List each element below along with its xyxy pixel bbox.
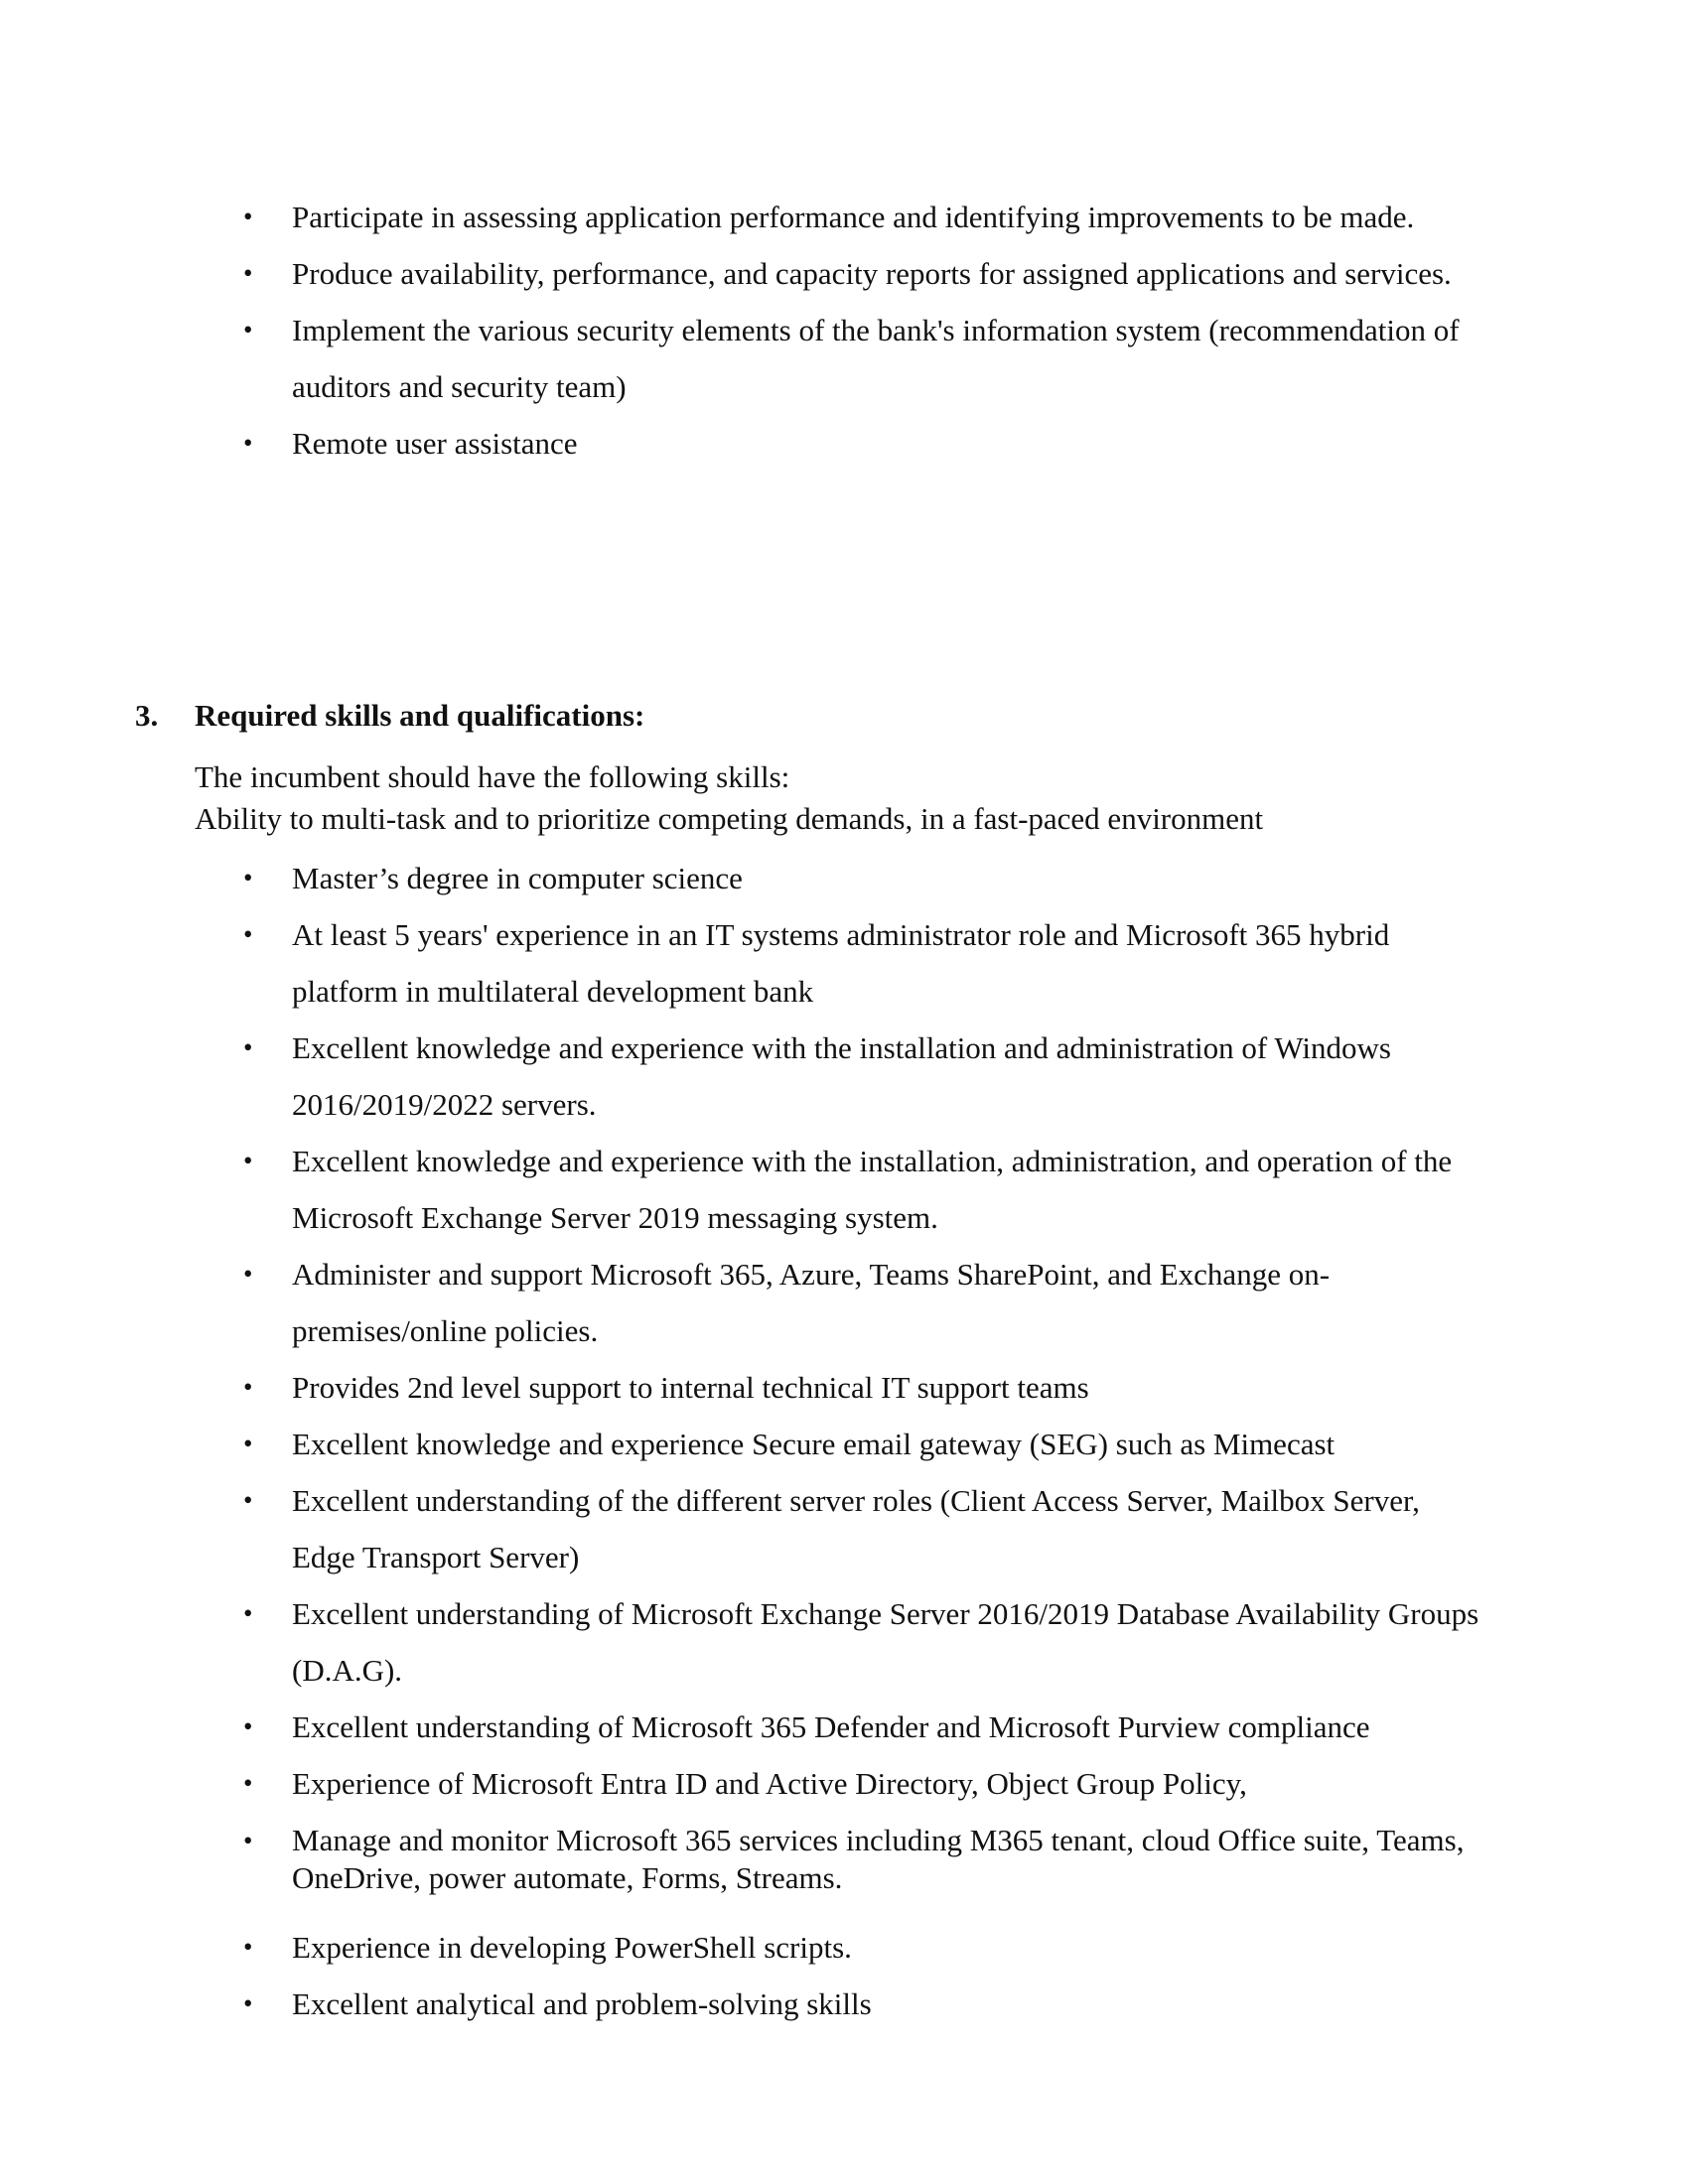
list-item-text: Produce availability, performance, and capacity reports for assigned applications and services. (292, 256, 1452, 291)
list-item-text: Participate in assessing application performance and identifying improvements to be made. (292, 200, 1415, 234)
bullet-icon: • (243, 1259, 253, 1289)
list-item-text: Remote user assistance (292, 426, 578, 461)
bullet-icon: • (243, 202, 253, 231)
bullet-icon: • (243, 1768, 253, 1798)
list-item (0, 415, 1688, 472)
bullet-icon: • (243, 1429, 253, 1458)
list-item-text: Excellent analytical and problem-solving skills (292, 1986, 872, 2021)
list-item (0, 1416, 1688, 1472)
section-number: 3. (135, 698, 159, 733)
list-item (0, 1133, 1688, 1246)
list-item (0, 1472, 1688, 1585)
list-item (0, 1359, 1688, 1416)
list-item (0, 1976, 1688, 2032)
section-heading (135, 696, 644, 736)
bullet-icon: • (243, 1598, 253, 1628)
responsibilities-list (0, 189, 1688, 472)
list-item-text: At least 5 years' experience in an IT systems administrator role and Microsoft 365 hybrid platform in multilateral development bank (292, 917, 1390, 1009)
list-item-text: Excellent understanding of Microsoft 365 Defender and Microsoft Purview compliance (292, 1709, 1370, 1744)
list-item (0, 302, 1688, 415)
bullet-icon: • (243, 863, 253, 892)
list-item-text: Master’s degree in computer science (292, 861, 743, 895)
bullet-icon: • (243, 315, 253, 344)
bullet-icon: • (243, 1826, 253, 1855)
list-item (0, 1812, 1688, 1919)
bullet-icon: • (243, 428, 253, 458)
bullet-icon: • (243, 1372, 253, 1402)
list-item-text: Excellent understanding of Microsoft Exchange Server 2016/2019 Database Availability Groups (D.A.G). (292, 1596, 1479, 1688)
list-item-text: Administer and support Microsoft 365, Azure, Teams SharePoint, and Exchange on-premises/online policies. (292, 1257, 1331, 1348)
list-item (0, 1020, 1688, 1133)
list-item (0, 1585, 1688, 1699)
bullet-icon: • (243, 1032, 253, 1062)
intro-line: The incumbent should have the following skills: (195, 759, 790, 794)
list-item (0, 1699, 1688, 1755)
list-item-text: Manage and monitor Microsoft 365 services including M365 tenant, cloud Office suite, Teams, OneDrive, power automate, Forms, Streams. (292, 1823, 1465, 1895)
bullet-icon: • (243, 1485, 253, 1515)
bullet-icon: • (243, 1711, 253, 1741)
section-intro (195, 756, 1485, 840)
list-item (0, 1919, 1688, 1976)
list-item (0, 1246, 1688, 1359)
list-item-text: Excellent knowledge and experience with the installation, administration, and operation of the Microsoft Exchange Server 2019 messaging system. (292, 1144, 1453, 1235)
skills-list (0, 850, 1688, 2032)
bullet-icon: • (243, 919, 253, 949)
list-item-text: Implement the various security elements of the bank's information system (recommendation of auditors and security team) (292, 313, 1460, 404)
list-item-text: Excellent understanding of the different server roles (Client Access Server, Mailbox Server, Edge Transport Server) (292, 1483, 1420, 1574)
list-item (0, 189, 1688, 245)
list-item-text: Provides 2nd level support to internal technical IT support teams (292, 1370, 1089, 1405)
list-item-text: Excellent knowledge and experience Secure email gateway (SEG) such as Mimecast (292, 1427, 1336, 1461)
bullet-icon: • (243, 1932, 253, 1962)
list-item-text: Excellent knowledge and experience with the installation and administration of Windows 2016/2019/2022 servers. (292, 1030, 1391, 1122)
section-title: Required skills and qualifications: (195, 698, 645, 733)
intro-line: Ability to multi-task and to prioritize competing demands, in a fast-paced environment (195, 801, 1264, 836)
list-item (0, 850, 1688, 906)
bullet-icon: • (243, 258, 253, 288)
list-item (0, 906, 1688, 1020)
bullet-icon: • (243, 1988, 253, 2018)
list-item-text: Experience in developing PowerShell scripts. (292, 1930, 852, 1965)
bullet-icon: • (243, 1146, 253, 1175)
list-item-text: Experience of Microsoft Entra ID and Active Directory, Object Group Policy, (292, 1766, 1247, 1801)
list-item (0, 1755, 1688, 1812)
list-item (0, 245, 1688, 302)
